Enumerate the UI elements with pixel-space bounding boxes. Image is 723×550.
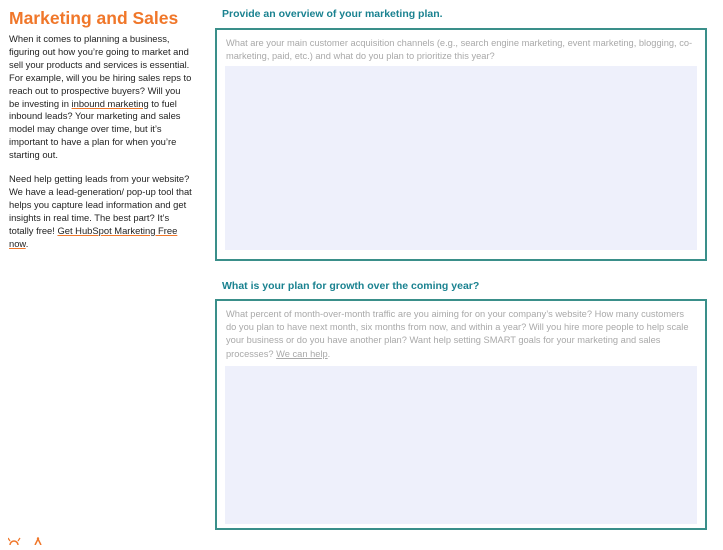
inbound-marketing-link[interactable]: inbound marketing (71, 97, 149, 109)
growth-plan-answer-field[interactable] (225, 366, 697, 524)
growth-plan-box (215, 299, 707, 530)
page-title: Marketing and Sales (9, 8, 179, 28)
growth-plan-hint-tail: . (327, 348, 331, 359)
sidebar (9, 8, 193, 262)
intro-paragraph (9, 33, 193, 162)
hubspot-marketing-free-link[interactable]: Get HubSpot Marketing Free now (9, 224, 178, 249)
section-title-growth-plan: What is your plan for growth over the coming year? (222, 280, 480, 292)
intro-text-tail: to fuel inbound leads? Your marketing and sales model may change over time, but it’s important to have a plan for when you’re starting out. (9, 97, 181, 161)
marketing-plan-box (215, 28, 707, 261)
growth-plan-hint (226, 308, 696, 361)
leads-text-tail: . (25, 237, 29, 249)
intro-text: When it comes to planning a business, figuring out how you’re going to market and sell your products and services is essential. For example, will you be hiring sales reps to reach out to prospective buyers? Will you be investing in (9, 33, 192, 109)
leads-text: Need help getting leads from your website? We have a lead-generation/ pop-up tool that helps you capture lead information and get insights in real time. The best part? It’s totally free! (9, 173, 192, 236)
leads-paragraph (9, 173, 193, 250)
marketing-plan-hint: What are your main customer acquisition channels (e.g., search engine marketing, event marketing, blogging, co-marketing, paid, etc.) and what do you plan to prioritize this year? (226, 38, 693, 62)
hubspot-sprocket-icon (8, 532, 48, 550)
section-title-marketing-plan: Provide an overview of your marketing plan. (222, 8, 443, 20)
we-can-help-link[interactable]: We can help (276, 348, 328, 359)
growth-plan-hint-text: What percent of month-over-month traffic are you aiming for on your company’s website? How many customers do you plan to have next month, six months from now, and within a year? Will you hire more people to help scale your business or do you have another plan? Want help setting SMART goals for your marketing and sales processes? (226, 309, 689, 359)
marketing-plan-answer-field[interactable] (225, 66, 697, 250)
